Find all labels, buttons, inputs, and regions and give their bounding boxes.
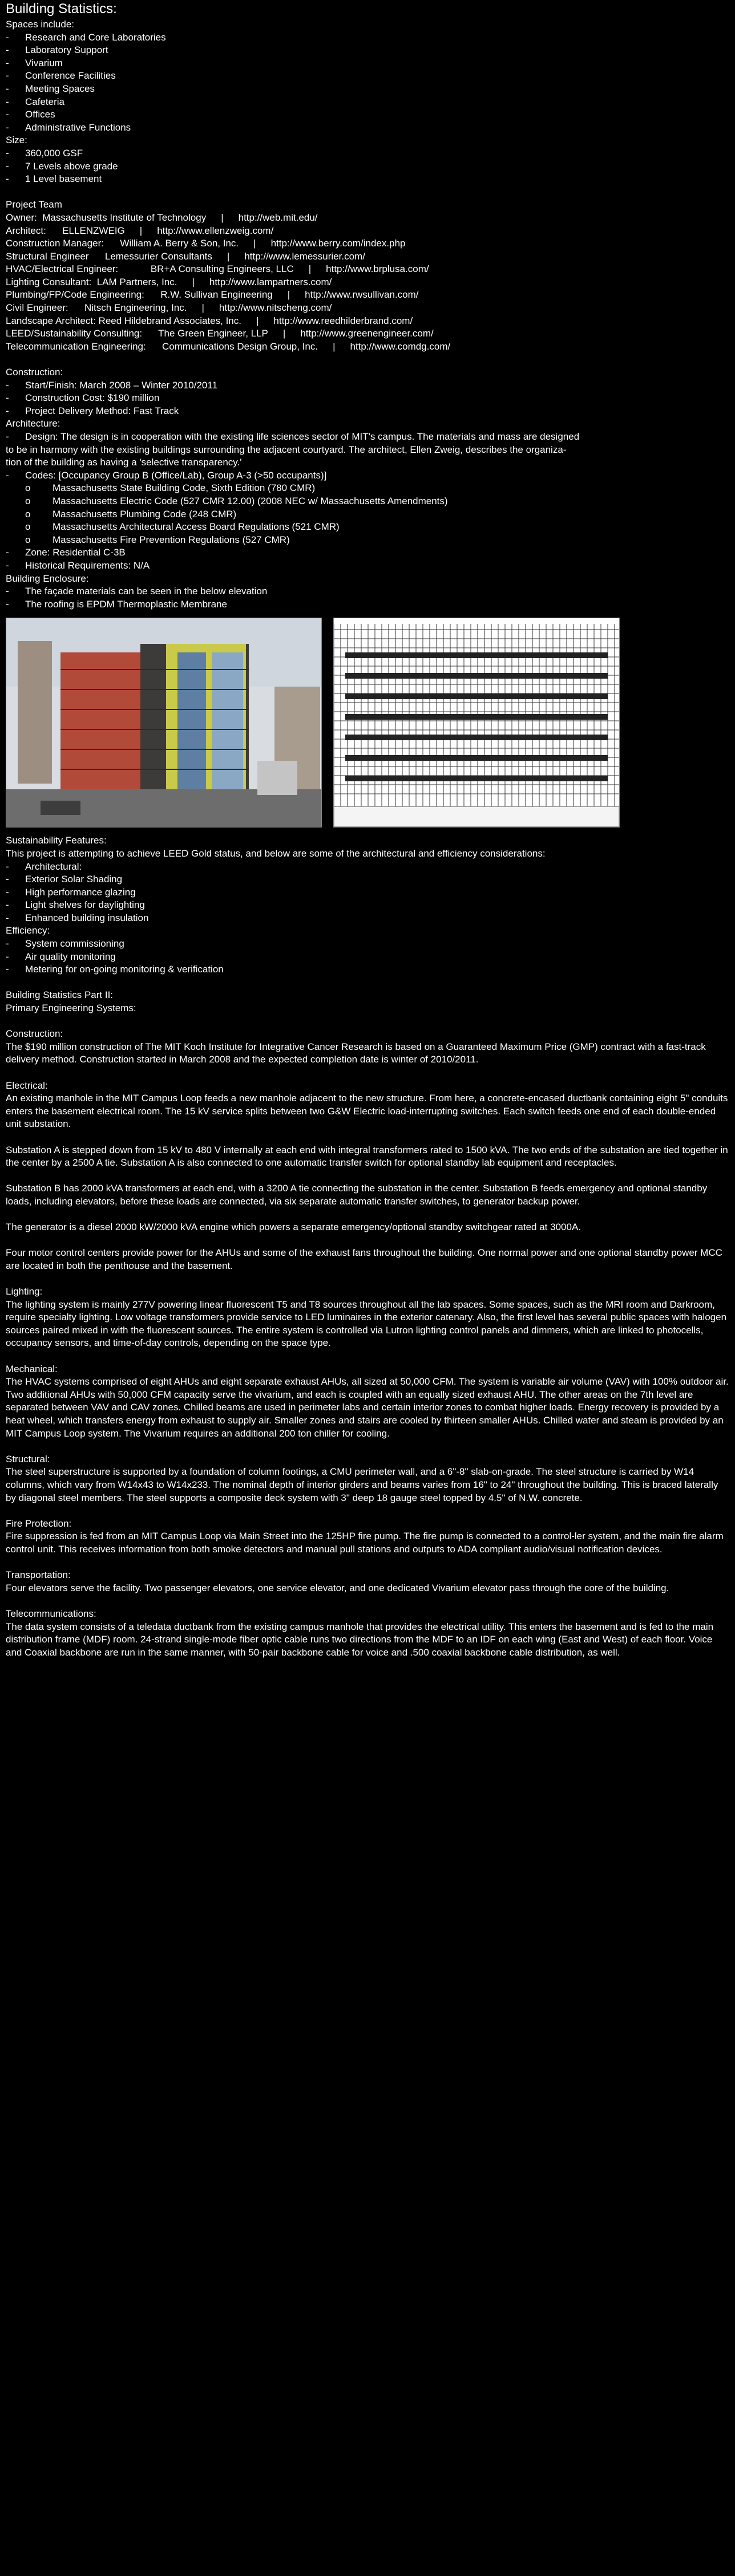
- elevation-drawing: [333, 618, 620, 827]
- size-item: [6, 160, 729, 173]
- arch-item-marker: -: [6, 912, 9, 923]
- code-item-marker: o: [25, 495, 31, 506]
- building-photo: [6, 618, 322, 827]
- code-item-text: Massachusetts Fire Prevention Regulations (527 CMR): [52, 534, 290, 545]
- construction-item: [6, 392, 729, 405]
- section-heading: Construction:: [6, 1028, 63, 1040]
- team-row: [6, 276, 729, 289]
- section-heading: Transportation:: [6, 1569, 71, 1581]
- team-member: Lighting Consultant: LAM Partners, Inc.: [6, 276, 177, 287]
- code-item: [6, 482, 729, 495]
- design-line-1: Design: The design is in cooperation with the existing life sciences sector of MIT's campus. The materials and mass are designed: [25, 431, 580, 442]
- part2-heading: Building Statistics Part II:: [6, 989, 114, 1001]
- section-paragraph: Four motor control centers provide power for the AHUs and some of the exhaust fans throughout the building. One normal power and one optional standby power MCC are located in both the penthouse and the basement.: [6, 1247, 722, 1271]
- section-gap: [6, 1015, 729, 1028]
- team-url: http://www.reedhilderbrand.com/: [273, 315, 413, 326]
- team-separator: |: [282, 328, 286, 339]
- construction-item: [6, 379, 729, 392]
- section-gap: [6, 1273, 729, 1286]
- team-row: [6, 212, 729, 225]
- space-item: [6, 121, 729, 135]
- efficiency-item-marker: -: [6, 964, 9, 975]
- arch-item-marker: -: [6, 886, 9, 898]
- efficiency-item-marker: -: [6, 951, 9, 962]
- enclosure-item-text: The roofing is EPDM Thermoplastic Membrane: [25, 598, 227, 610]
- team-separator: |: [287, 289, 290, 301]
- arch-item: [6, 873, 729, 886]
- team-row: [6, 327, 729, 340]
- efficiency-item-marker: -: [6, 938, 9, 950]
- section-paragraph: The lighting system is mainly 277V powering linear fluorescent T5 and T8 sources throughout all the lab spaces. Some spaces, such as the MRI room and Darkroom, require specialty lighting. Low voltage transformers provide service to LED luminaires in the exterior catenary. Also, the first level has several public spaces with halogen sources paired mixed in with the fluorescent sources. The entire system is controlled via Lutron lighting control panels and dimmers, which are linked to photocells, occupancy sensors, and time-of-day controls, depending on the space type.: [6, 1299, 727, 1349]
- document-title: Building Statistics:: [6, 1, 117, 17]
- code-item-text: Massachusetts State Building Code, Sixth Edition (780 CMR): [52, 482, 316, 494]
- arch-item-text: Enhanced building insulation: [25, 912, 149, 923]
- arch-item-text: Exterior Solar Shading: [25, 874, 123, 885]
- team-separator: |: [221, 212, 224, 223]
- design-line-2: to be in harmony with the existing buildings surrounding the adjacent courtyard. The architect, Ellen Zweig, describes the organiza-: [6, 444, 567, 455]
- construction-heading: Construction:: [6, 367, 63, 378]
- code-list: [6, 482, 729, 546]
- part2-subheading: Primary Engineering Systems:: [6, 1003, 136, 1014]
- code-item-text: Massachusetts Electric Code (527 CMR 12.00) (2008 NEC w/ Massachusetts Amendments): [52, 495, 448, 506]
- enclosure-item: [6, 598, 729, 611]
- space-item: [6, 108, 729, 121]
- construction-item-marker: -: [6, 392, 9, 404]
- team-url: http://www.lampartners.com/: [209, 276, 332, 287]
- arch-item-marker: -: [6, 874, 9, 885]
- space-item-marker: -: [6, 57, 9, 68]
- section-heading: Mechanical:: [6, 1363, 58, 1374]
- paragraph-gap: [6, 1170, 729, 1183]
- enclosure-item-text: The façade materials can be seen in the below elevation: [25, 586, 268, 597]
- section-gap: [6, 1504, 729, 1518]
- section-heading: Structural:: [6, 1453, 50, 1465]
- code-item-text: Massachusetts Plumbing Code (248 CMR): [52, 508, 237, 520]
- team-row: [6, 315, 729, 328]
- engineering-sections: [6, 1015, 729, 1660]
- enclosure-item-marker: -: [6, 598, 9, 610]
- space-item: [6, 83, 729, 96]
- team-member: Civil Engineer: Nitsch Engineering, Inc.: [6, 302, 187, 314]
- eff-list: [6, 938, 729, 976]
- section-paragraph: Fire suppression is fed from an MIT Campus Loop via Main Street into the 125HP fire pump. The fire pump is connected to a control-ler system, and the main fire alarm control unit. This receives information from both smoke detectors and manual pull stations and outputs to ADA compliant audio/visual notification devices.: [6, 1531, 724, 1555]
- construction-list: [6, 379, 729, 418]
- team-member: LEED/Sustainability Consulting: The Green Engineer, LLP: [6, 328, 268, 339]
- space-item-text: Conference Facilities: [25, 70, 116, 82]
- arch-item-text: High performance glazing: [25, 886, 136, 898]
- sustainability-intro: This project is attempting to achieve LEED Gold status, and below are some of the architectural and efficiency considerations:: [6, 847, 546, 859]
- space-item-text: Administrative Functions: [25, 121, 131, 133]
- arch-list: [6, 873, 729, 924]
- code-item-marker: o: [25, 534, 31, 545]
- section-heading: Telecommunications:: [6, 1608, 96, 1619]
- enclosure-list: [6, 585, 729, 611]
- space-item-text: Cafeteria: [25, 96, 64, 107]
- arch-item: [6, 899, 729, 912]
- space-item: [6, 57, 729, 70]
- arch-heading-item: - Architectural:: [6, 861, 729, 874]
- team-row: [6, 289, 729, 302]
- document-page: [0, 1, 735, 1659]
- section-heading: Lighting:: [6, 1286, 43, 1297]
- section-paragraph: The steel superstructure is supported by a foundation of column footings, a CMU perimeter wall, and a 6"-8" slab-on-grade. The steel structure is carried by W14 columns, which vary from W14x43 to W14x233. The nominal depth of interior girders and beams varies from 16" to 24" throughout the building. This is braced laterally by diagonal steel members. The steel supports a composite deck system with 3" deep 18 gauge steel topped by 4.5" of N.W. concrete.: [6, 1466, 718, 1503]
- space-item-marker: -: [6, 83, 9, 94]
- zone-text: Zone: Residential C-3B: [25, 547, 126, 558]
- space-item: [6, 31, 729, 44]
- historical-text: Historical Requirements: N/A: [25, 559, 150, 571]
- space-item-text: Offices: [25, 109, 55, 120]
- section-gap: [6, 1066, 729, 1080]
- section-gap: [6, 1350, 729, 1363]
- team-separator: |: [256, 315, 259, 326]
- efficiency-item-text: System commissioning: [25, 938, 124, 950]
- size-item-text: 1 Level basement: [25, 173, 102, 185]
- enclosure-heading: Building Enclosure:: [6, 573, 89, 584]
- team-member: Landscape Architect: Reed Hildebrand Associates, Inc.: [6, 315, 241, 326]
- code-item-marker: o: [25, 508, 31, 520]
- enclosure-item: [6, 585, 729, 598]
- team-separator: |: [192, 276, 195, 287]
- space-item-marker: -: [6, 109, 9, 120]
- team-heading: Project Team: [6, 199, 62, 210]
- section-paragraph: Substation B has 2000 kVA transformers at each end, with a 3200 A tie connecting the substation in the center. Substation B feeds emergency and optional standby loads, including elevators, before these loads are connected, via six separate automatic transfer switches, to generator backup power.: [6, 1183, 708, 1207]
- efficiency-item: [6, 938, 729, 951]
- efficiency-heading: Efficiency:: [6, 925, 50, 936]
- section-gap: [6, 1440, 729, 1453]
- architecture-heading: Architecture:: [6, 418, 60, 429]
- size-item-marker: -: [6, 147, 9, 159]
- team-url: http://www.greenengineer.com/: [300, 328, 434, 339]
- team-member: Plumbing/FP/Code Engineering: R.W. Sullivan Engineering: [6, 289, 273, 301]
- team-url: http://www.brplusa.com/: [326, 263, 429, 275]
- team-list: [6, 212, 729, 354]
- design-line-3: tion of the building as having a 'selective transparency.': [6, 457, 242, 468]
- arch-item: [6, 912, 729, 925]
- team-url: http://www.lemessurier.com/: [244, 250, 365, 262]
- efficiency-item-text: Air quality monitoring: [25, 951, 116, 962]
- arch-heading: Architectural:: [25, 861, 82, 872]
- size-item-marker: -: [6, 173, 9, 185]
- paragraph-gap: [6, 1131, 729, 1144]
- construction-item-marker: -: [6, 405, 9, 416]
- team-url: http://www.nitscheng.com/: [219, 302, 332, 314]
- team-url: http://www.ellenzweig.com/: [157, 225, 274, 236]
- team-separator: |: [308, 263, 312, 275]
- section-paragraph: The data system consists of a teledata ductbank from the existing campus manhole that provides the electrical utility. This enters the basement and is fed to the main distribution frame (MDF) room. 24-strand single-mode fiber optic cable runs two directions from the MDF to an IDF on each wing (East and West) of each floor. Voice and Coaxial backbone are run in the same manner, with 50-pair backbone cable for voice and .500 coaxial backbone cable distribution, as well.: [6, 1621, 714, 1658]
- team-url: http://www.rwsullivan.com/: [305, 289, 419, 301]
- section-paragraph: The $190 million construction of The MIT Koch Institute for Integrative Cancer Research is based on a Guaranteed Maximum Price (GMP) contract with a fast-track delivery method. Construction started in March 2008 and the expected completion date is winter of 2010/2011.: [6, 1041, 706, 1065]
- efficiency-item: [6, 951, 729, 964]
- construction-item-text: Project Delivery Method: Fast Track: [25, 405, 179, 416]
- space-item: [6, 44, 729, 57]
- photo-row: [6, 618, 729, 827]
- elevation-drawing-illustration: [334, 618, 619, 827]
- arch-item-marker: -: [6, 899, 9, 911]
- arch-item-text: Light shelves for daylighting: [25, 899, 145, 911]
- team-url: http://web.mit.edu/: [238, 212, 318, 223]
- codes-item: - Codes: [Occupancy Group B (Office/Lab), Group A-3 (>50 occupants)]: [6, 469, 729, 482]
- team-separator: |: [253, 238, 256, 249]
- section-gap: [6, 1595, 729, 1608]
- space-item-marker: -: [6, 121, 9, 133]
- space-item-marker: -: [6, 70, 9, 82]
- construction-item-text: Start/Finish: March 2008 – Winter 2010/2011: [25, 379, 218, 391]
- efficiency-item: [6, 963, 729, 976]
- sustainability-heading: Sustainability Features:: [6, 835, 107, 846]
- team-member: Structural Engineer Lemessurier Consultants: [6, 250, 212, 262]
- space-item-marker: -: [6, 31, 9, 43]
- paragraph-gap: [6, 1208, 729, 1222]
- space-item: [6, 70, 729, 83]
- section-gap: [6, 1556, 729, 1569]
- zone-item: - Zone: Residential C-3B: [6, 546, 729, 559]
- enclosure-item-marker: -: [6, 586, 9, 597]
- section-heading: Electrical:: [6, 1080, 48, 1091]
- code-item: [6, 495, 729, 508]
- paragraph-gap: [6, 1234, 729, 1247]
- code-item-marker: o: [25, 482, 31, 494]
- code-item: [6, 534, 729, 547]
- construction-item-marker: -: [6, 379, 9, 391]
- codes-text: Codes: [Occupancy Group B (Office/Lab), Group A-3 (>50 occupants)]: [25, 469, 327, 481]
- team-member: Telecommunication Engineering: Communications Design Group, Inc.: [6, 340, 318, 352]
- team-row: [6, 263, 729, 276]
- section-paragraph: An existing manhole in the MIT Campus Loop feeds a new manhole adjacent to the new structure. From here, a concrete-encased ductbank containing eight 5" conduits enters the basement electrical room. The 15 kV service splits between two G&W Electric load-interrupting switches. Each switch feeds one end of each double-ended unit substation.: [6, 1093, 728, 1130]
- arch-item: [6, 886, 729, 899]
- historical-item: - Historical Requirements: N/A: [6, 559, 729, 573]
- code-item-marker: o: [25, 521, 31, 533]
- space-item: [6, 96, 729, 109]
- space-item-marker: -: [6, 44, 9, 56]
- team-row: [6, 302, 729, 315]
- section-heading: Fire Protection:: [6, 1518, 72, 1529]
- size-item-marker: -: [6, 160, 9, 172]
- efficiency-item-text: Metering for on-going monitoring & verification: [25, 964, 224, 975]
- team-member: Architect: ELLENZWEIG: [6, 225, 125, 236]
- space-item-text: Laboratory Support: [25, 44, 108, 56]
- section-paragraph: The generator is a diesel 2000 kW/2000 kVA engine which powers a separate emergency/optional standby switchgear rated at 3000A.: [6, 1222, 581, 1233]
- team-separator: |: [201, 302, 204, 314]
- team-separator: |: [227, 250, 230, 262]
- space-item-text: Vivarium: [25, 57, 63, 68]
- code-item: [6, 521, 729, 534]
- team-separator: |: [139, 225, 143, 236]
- building-photo-illustration: [6, 618, 321, 827]
- spaces-list: [6, 31, 729, 135]
- team-separator: |: [333, 340, 336, 352]
- construction-item: [6, 405, 729, 418]
- construction-item-text: Construction Cost: $190 million: [25, 392, 160, 404]
- space-item-marker: -: [6, 96, 9, 107]
- section-paragraph: Four elevators serve the facility. Two passenger elevators, one service elevator, and one dedicated Vivarium elevator pass through the core of the building.: [6, 1582, 669, 1593]
- space-item-text: Research and Core Laboratories: [25, 31, 166, 43]
- team-row: [6, 250, 729, 263]
- code-item-text: Massachusetts Architectural Access Board Regulations (521 CMR): [52, 521, 340, 533]
- size-item: [6, 147, 729, 160]
- design-item: - Design: The design is in cooperation with the existing life sciences sector of MIT's campus. The materials and mass are designed: [6, 431, 729, 444]
- size-item-text: 360,000 GSF: [25, 147, 83, 159]
- section-paragraph: Substation A is stepped down from 15 kV to 480 V internally at each end with integral transformers rated to 1500 kVA. The two ends of the substation are tied together in the center by a 2500 A tie. Substation A is also connected to one automatic transfer switch for optional standby lab equipment and receptacles.: [6, 1144, 728, 1169]
- code-item: [6, 508, 729, 521]
- team-member: HVAC/Electrical Engineer: BR+A Consulting Engineers, LLC: [6, 263, 294, 275]
- size-item-text: 7 Levels above grade: [25, 160, 118, 172]
- team-url: http://www.comdg.com/: [350, 340, 451, 352]
- size-item: [6, 173, 729, 186]
- space-item-text: Meeting Spaces: [25, 83, 95, 94]
- team-row: [6, 340, 729, 354]
- team-member: Construction Manager: William A. Berry & Son, Inc.: [6, 238, 239, 249]
- size-heading: Size:: [6, 135, 27, 146]
- team-row: [6, 225, 729, 238]
- team-member: Owner: Massachusetts Institute of Technology: [6, 212, 207, 223]
- team-row: [6, 237, 729, 250]
- team-url: http://www.berry.com/index.php: [270, 238, 406, 249]
- section-paragraph: The HVAC systems comprised of eight AHUs and eight separate exhaust AHUs, all sized at 50,000 CFM. The system is variable air volume (VAV) with 100% outdoor air. Two additional AHUs with 50,000 CFM capacity serve the vivarium, and each is coupled with an equally sized exhaust AHU. The other areas on the 7th level are separated between VAV and CAV zones. Chilled beams are used in perimeter labs and certain interior zones to combat higher loads. Energy recovery is provided by a heat wheel, which transfers energy from exhaust to supply air. Smaller zones and stairs are cooled by thirteen smaller AHUs. Chilled water and steam is provided by an MIT Campus Loop system. The Vivarium requires an additional 200 ton chiller for cooling.: [6, 1376, 729, 1439]
- spaces-heading: Spaces include:: [6, 19, 75, 30]
- size-list: [6, 147, 729, 186]
